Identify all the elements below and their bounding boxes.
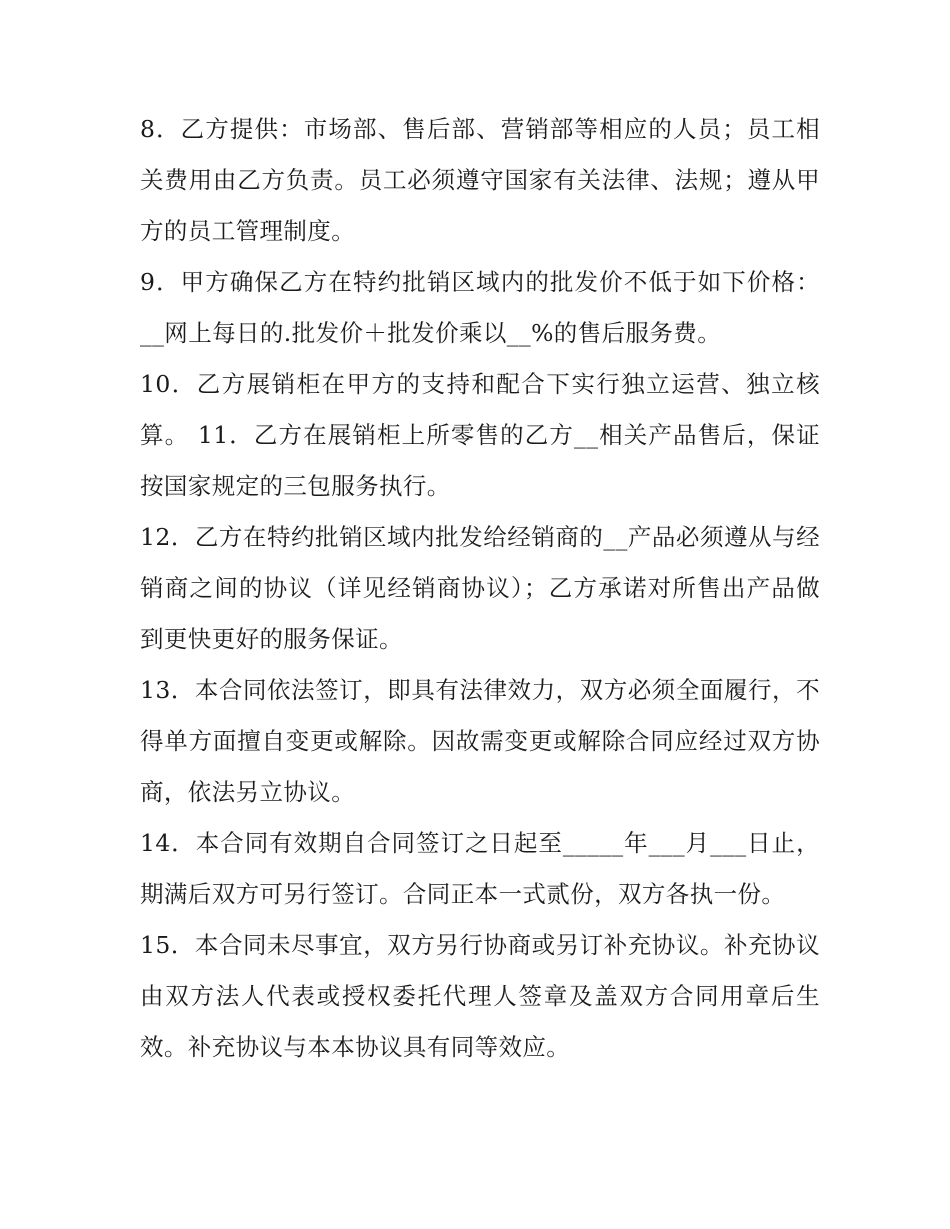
clause-15: 15．本合同未尽事宜，双方另行协商或另订补充协议。补充协议由双方法人代表或授权委托代理人签章及盖双方合同用章后生效。补充协议与本本协议具有同等效应。 [140,931,820,1061]
clause-10-11: 10．乙方展销柜在甲方的支持和配合下实行独立运营、独立核算。 11．乙方在展销柜上所零售的乙方__相关产品售后，保证按国家规定的三包服务执行。 [140,370,820,500]
clause-list [140,104,820,1073]
clause-14: 14．本合同有效期自合同签订之日起至_____年___月___日止，期满后双方可另行签订。合同正本一式贰份，双方各执一份。 [140,829,820,908]
clause-9: 9．甲方确保乙方在特约批销区域内的批发价不低于如下价格：__网上每日的.批发价＋批发价乘以__%的售后服务费。 [140,268,820,347]
clause-12: 12．乙方在特约批销区域内批发给经销商的__产品必须遵从与经销商之间的协议（详见经销商协议）；乙方承诺对所售出产品做到更快更好的服务保证。 [140,523,820,653]
clause-13: 13．本合同依法签订，即具有法律效力，双方必须全面履行，不得单方面擅自变更或解除。因故需变更或解除合同应经过双方协商，依法另立协议。 [140,676,820,806]
clause-8: 8．乙方提供：市场部、售后部、营销部等相应的人员；员工相关费用由乙方负责。员工必须遵守国家有关法律、法规；遵从甲方的员工管理制度。 [140,115,820,245]
